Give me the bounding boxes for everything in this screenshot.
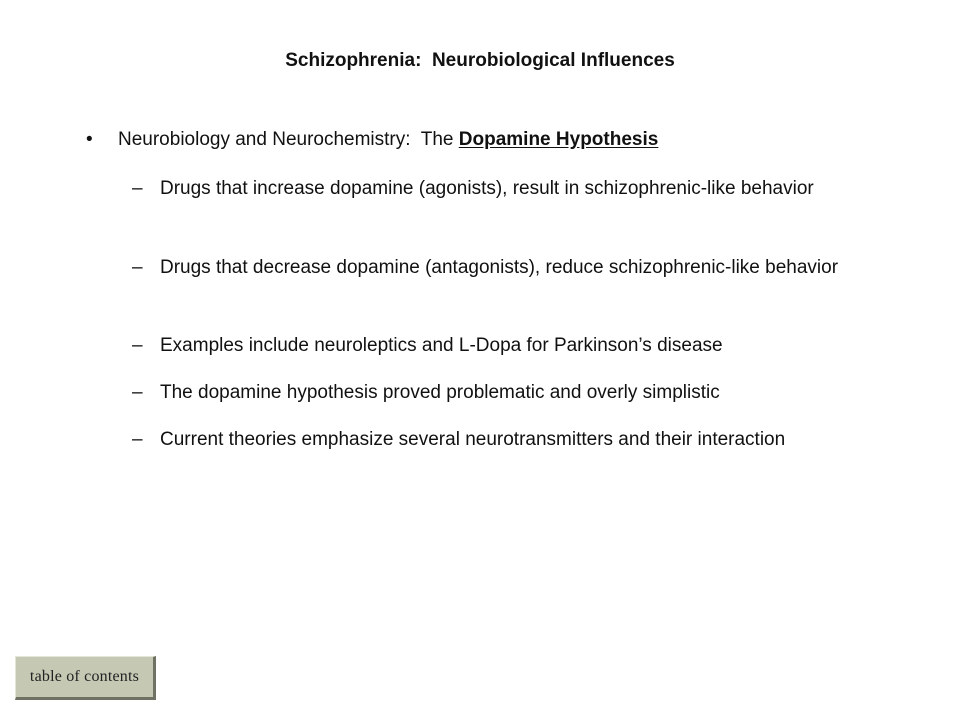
main-bullet-text [118,126,658,154]
sub-bullet-text: The dopamine hypothesis proved problematic and overly simplistic [160,382,720,403]
table-of-contents-label: table of contents [29,668,140,685]
dash-marker: – [132,335,143,356]
sub-bullet-text: Drugs that decrease dopamine (antagonists), reduce schizophrenic-like behavior [160,257,839,278]
dash-marker: – [132,178,143,199]
dopamine-hypothesis-term: Dopamine Hypothesis [458,129,659,150]
bullet-marker: • [86,129,93,150]
slide-title: Schizophrenia: Neurobiological Influences [285,50,675,71]
sub-bullet-text: Examples include neuroleptics and L-Dopa for Parkinson’s disease [160,335,723,356]
table-of-contents-button[interactable] [15,656,156,700]
dash-marker: – [132,257,143,278]
sub-bullet-text: Current theories emphasize several neurotransmitters and their interaction [160,429,786,450]
dash-marker: – [132,382,143,403]
sub-bullet-text: Drugs that increase dopamine (agonists), result in schizophrenic-like behavior [160,178,814,199]
main-bullet-prefix: Neurobiology and Neurochemistry: The [118,129,459,150]
dash-marker: – [132,429,143,450]
